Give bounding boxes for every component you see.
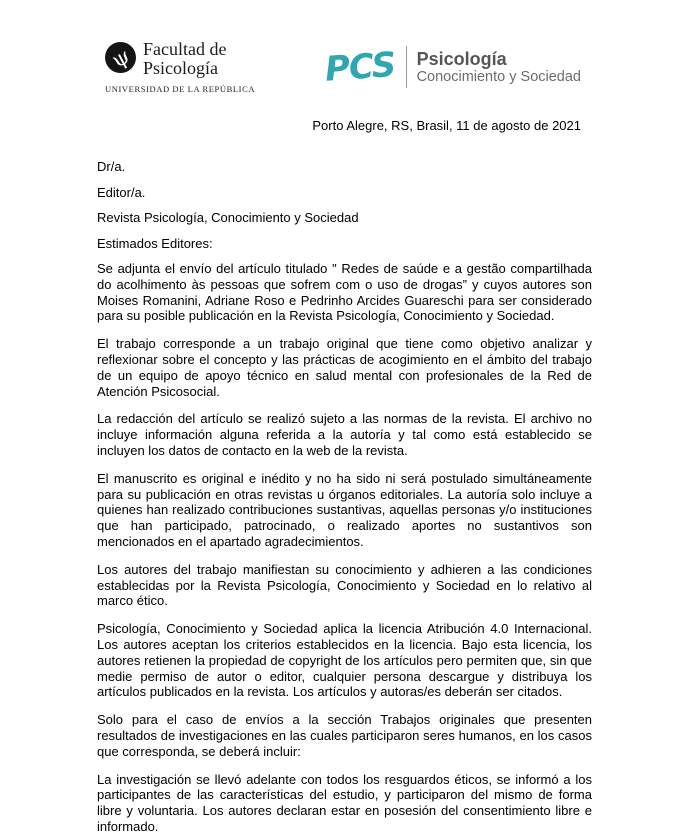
journal-subtitle: Conocimiento y Sociedad xyxy=(416,68,581,85)
dateline: Porto Alegre, RS, Brasil, 11 de agosto de 2021 xyxy=(312,118,581,133)
salutation: Estimados Editores: xyxy=(97,235,213,251)
letter-body xyxy=(97,159,592,835)
paragraph-human-subjects: Solo para el caso de envíos a la sección Trabajos originales que presenten resultados de investigaciones en las cuales participaron seres humanos, en los casos que corresponda, se deberá incluir: xyxy=(97,712,592,759)
faculty-name-line2: Psicología xyxy=(143,58,218,78)
faculty-name xyxy=(143,40,226,78)
recipient-line: Dr/a. xyxy=(97,159,126,174)
faculty-logo xyxy=(105,40,255,94)
paragraph-originality: El manuscrito es original e inédito y no ha sido ni será postulado simultáneamente para su publicación en otras revistas u órganos editoriales. La autoría solo incluye a quienes han realizado contribuciones sustantivas, aquellas personas y/o instituciones que han participado, patrocinado, o realizado aportes no sustantivos son mencionados en el apartado agradecimientos. xyxy=(97,470,592,549)
page-header xyxy=(105,40,581,94)
paragraph-informed-consent: La investigación se llevó adelante con todos los resguardos éticos, se informó a los participantes de las características del estudio, y participaron del mismo de forma libre y voluntaria. Los autores declaran estar en posesión del consentimiento libre e informado. xyxy=(97,771,592,834)
recipient-line: Editor/a. xyxy=(97,184,146,200)
paragraph-submission: Se adjunta el envío del artículo titulado " Redes de saúde e a gestão compartilhada do acolhimento às pessoas que sofrem com o uso de drogas” y cuyos autores son Moises Romanini, Adriane Roso e Pedrinho Arcides Guareschi para ser considerado para su posible publicación en la Revista Psicología, Conocimiento y Sociedad. xyxy=(97,261,592,324)
recipient-line: Revista Psicología, Conocimiento y Sociedad xyxy=(97,210,359,225)
journal-title: Psicología xyxy=(416,48,507,69)
paragraph-ethics-adherence: Los autores del trabajo manifiestan su conocimiento y adhieren a las condiciones establecidas por la Revista Psicología, Conocimiento y Sociedad en lo relativo al marco ético. xyxy=(97,561,592,609)
paragraph-objective: El trabajo corresponde a un trabajo original que tiene como objetivo analizar y reflexionar sobre el concepto y las prácticas de acogimiento en el ámbito del trabajo de un equipo de apoyo técnico en salud mental con profesionales de la Red de Atención Psicosocial. xyxy=(97,336,592,399)
faculty-logo-top xyxy=(105,40,255,78)
psi-circle-icon xyxy=(105,42,136,73)
journal-logo xyxy=(325,46,581,88)
svg-text:ψ: ψ xyxy=(107,43,135,74)
university-name: UNIVERSIDAD DE LA REPÚBLICA xyxy=(105,84,256,94)
paragraph-anonymity: La redacción del artículo se realizó sujeto a las normas de la revista. El archivo no incluye información alguna referida a la autoría y tal como está establecido se incluyen los datos de contacto en la web de la revista. xyxy=(97,411,592,458)
journal-logo-text xyxy=(407,49,581,86)
faculty-name-line1: Facultad de xyxy=(143,39,227,59)
pcs-abbr-mark: PCS xyxy=(324,44,397,90)
paragraph-license: Psicología, Conocimiento y Sociedad aplica la licencia Atribución 4.0 Internacional. Los autores aceptan los criterios establecidos en la licencia. Bajo esta licencia, los autores retienen la propiedad de copyright de los artículos pero permiten que, sin que medie permiso de autor o editor, cualquier persona descargue y distribuya los artículos publicados en la revista. Los artículos y autoras/es deberán ser citados. xyxy=(97,621,592,700)
